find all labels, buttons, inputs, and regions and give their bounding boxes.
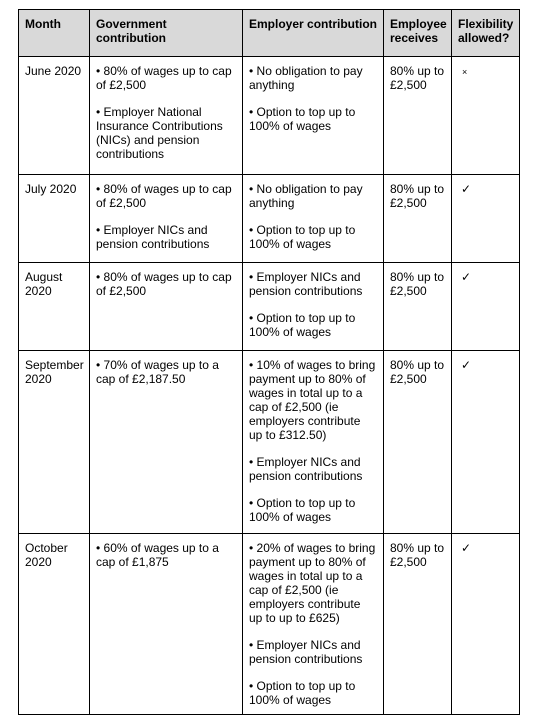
government-item: • Employer National Insurance Contributions (NICs) and pension contributions — [96, 105, 223, 161]
checkmark-icon: ✓ — [461, 182, 472, 196]
flexibility-cell — [452, 57, 520, 175]
employee-cell: 80% up to £2,500 — [384, 57, 452, 175]
flexibility-cell — [452, 534, 520, 715]
employer-cell — [243, 175, 384, 263]
flexibility-cell — [452, 175, 520, 263]
employer-cell — [243, 534, 384, 715]
table-row — [19, 534, 520, 715]
month-cell: October 2020 — [19, 534, 90, 715]
employer-cell — [243, 351, 384, 534]
month-cell: September 2020 — [19, 351, 90, 534]
checkmark-icon: ✓ — [461, 541, 472, 555]
header-flexibility-allowed: Flexibility allowed? — [452, 10, 520, 57]
table-row — [19, 263, 520, 351]
checkmark-icon: ✓ — [461, 270, 472, 284]
government-item: • 80% of wages up to cap of £2,500 — [96, 270, 232, 298]
government-item: • 80% of wages up to cap of £2,500 — [96, 182, 232, 210]
flexibility-cell — [452, 263, 520, 351]
month-cell: August 2020 — [19, 263, 90, 351]
employer-item: • Employer NICs and pension contributions — [249, 270, 363, 298]
government-cell — [90, 175, 243, 263]
header-month: Month — [19, 10, 90, 57]
employee-cell: 80% up to £2,500 — [384, 175, 452, 263]
header-row — [19, 10, 520, 57]
table-row — [19, 175, 520, 263]
month-cell: July 2020 — [19, 175, 90, 263]
employer-item: • No obligation to pay anything — [249, 64, 363, 92]
header-government-contribution: Government contribution — [90, 10, 243, 57]
employer-item: • Option to top up to 100% of wages — [249, 311, 356, 339]
header-employee-receives: Employee receives — [384, 10, 452, 57]
government-cell — [90, 57, 243, 175]
table-row — [19, 351, 520, 534]
employer-cell — [243, 57, 384, 175]
government-item: • 80% of wages up to cap of £2,500 — [96, 64, 232, 92]
government-cell — [90, 263, 243, 351]
employer-item: • No obligation to pay anything — [249, 182, 363, 210]
employer-item: • 10% of wages to bring payment up to 80% of wages in total up to a cap of £2,500 (ie employers contribute up to £312.50) — [249, 358, 376, 442]
employer-item: • Option to top up to 100% of wages — [249, 679, 356, 707]
furlough-contribution-table — [18, 9, 520, 715]
employer-item: • Option to top up to 100% of wages — [249, 105, 356, 133]
employer-cell — [243, 263, 384, 351]
government-cell — [90, 534, 243, 715]
government-cell — [90, 351, 243, 534]
cross-icon: × — [462, 67, 468, 77]
header-employer-contribution: Employer contribution — [243, 10, 384, 57]
month-cell: June 2020 — [19, 57, 90, 175]
employer-item: • Option to top up to 100% of wages — [249, 223, 356, 251]
government-item: • Employer NICs and pension contributions — [96, 223, 210, 251]
employer-item: • Employer NICs and pension contributions — [249, 638, 363, 666]
government-item: • 60% of wages up to a cap of £1,875 — [96, 541, 219, 569]
checkmark-icon: ✓ — [461, 358, 472, 372]
government-item: • 70% of wages up to a cap of £2,187.50 — [96, 358, 219, 386]
flexibility-cell — [452, 351, 520, 534]
employer-item: • Employer NICs and pension contributions — [249, 455, 363, 483]
employer-item: • 20% of wages to bring payment up to 80% of wages in total up to a cap of £2,500 (ie employers contribute up to up to £625) — [249, 541, 376, 625]
employer-item: • Option to top up to 100% of wages — [249, 496, 356, 524]
employee-cell: 80% up to £2,500 — [384, 263, 452, 351]
employee-cell: 80% up to £2,500 — [384, 351, 452, 534]
employee-cell: 80% up to £2,500 — [384, 534, 452, 715]
table-row — [19, 57, 520, 175]
